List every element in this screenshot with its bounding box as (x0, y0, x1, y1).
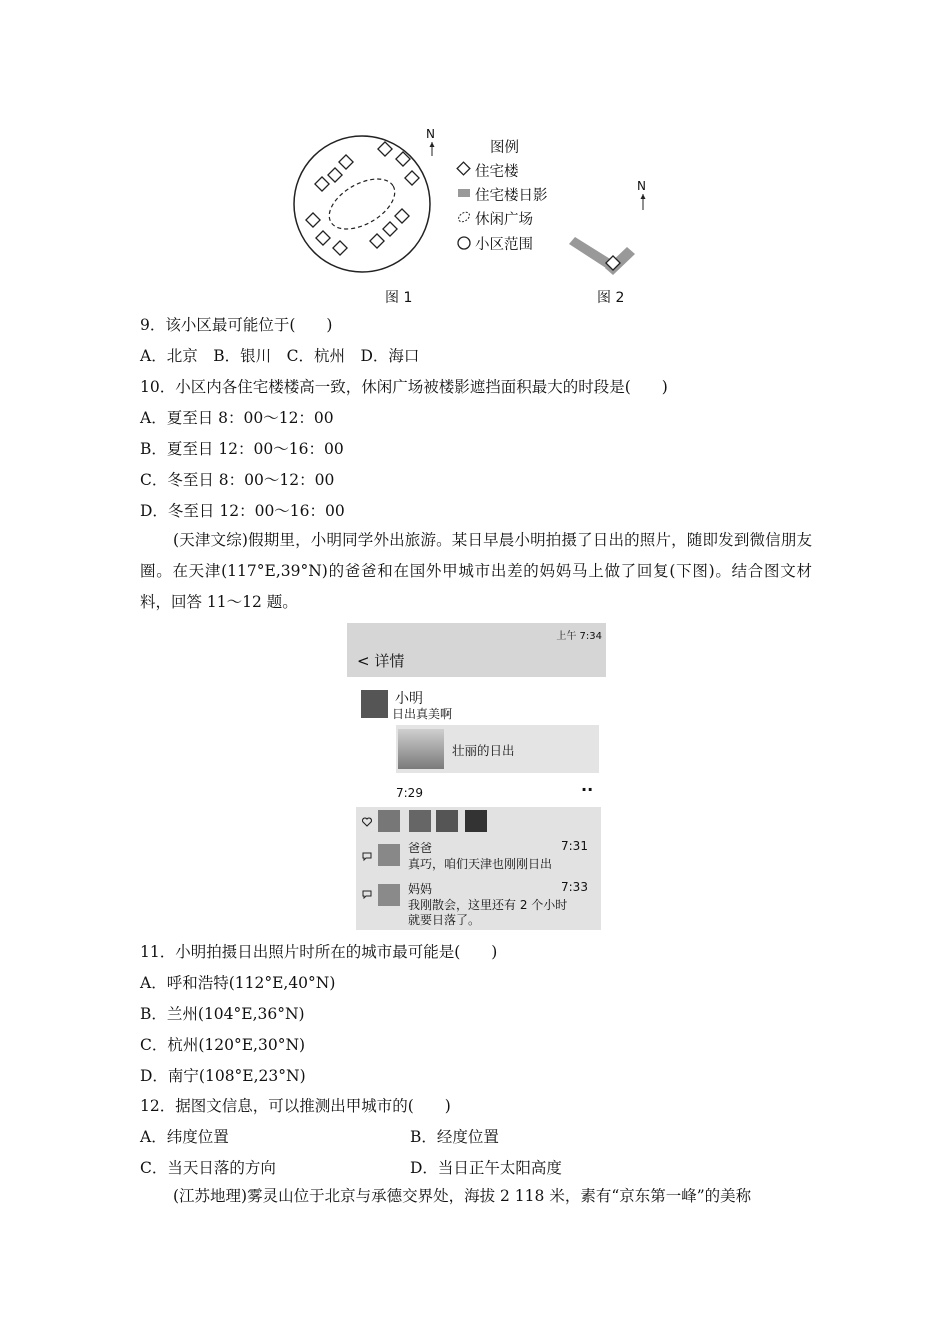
avatar-dad (378, 844, 400, 866)
like-avatar-1 (378, 810, 400, 832)
comment-mom-name: 妈妈 (408, 882, 433, 896)
heart-icon (362, 817, 372, 827)
comment-mom-text: 我刚散会，这里还有 2 个小时 (408, 898, 568, 912)
avatar-xiaoming (361, 690, 388, 718)
comment-dad-name: 爸爸 (408, 841, 433, 855)
passage-jiangsu: (江苏地理)雾灵山位于北京与承德交界处，海拔 2 118 米，素有“京东第一峰”的美称 (173, 1187, 752, 1205)
avatar-mom (378, 884, 400, 906)
q12-stem: 12．据图文信息，可以推测出甲城市的( ) (140, 1097, 451, 1115)
comment-icon (362, 852, 372, 861)
legend-boundary: 小区范围 (475, 237, 533, 253)
north-arrow-2-icon (639, 193, 647, 211)
q11-option-c: C．杭州(120°E,30°N) (140, 1036, 306, 1054)
q11-stem: 11．小明拍摄日出照片时所在的城市最可能是( ) (140, 943, 498, 961)
back-chevron-icon[interactable]: < (357, 652, 370, 670)
figure-2-shadow-diagram (565, 232, 645, 282)
q12-option-d: D．当日正午太阳高度 (410, 1159, 562, 1177)
status-bar-time: 上午 7:34 (556, 631, 602, 642)
q9-stem: 9．该小区最可能位于( ) (140, 316, 333, 334)
comment-dad-time: 7:31 (561, 839, 588, 853)
community-boundary (294, 136, 430, 272)
figure-1-map (290, 118, 440, 278)
q11-option-d: D．南宁(108°E,23°N) (140, 1067, 306, 1085)
poster-name: 小明 (395, 691, 423, 707)
comment-panel (356, 807, 601, 930)
legend-square: 休闲广场 (475, 212, 533, 228)
q10-option-d: D．冬至日 12：00～16：00 (140, 502, 345, 520)
north-label-2: N (637, 179, 646, 193)
diamond-icon (456, 161, 472, 177)
comment-mom-text-2: 就要日落了。 (408, 913, 481, 927)
post-text: 日出真美啊 (392, 707, 453, 721)
legend-residential: 住宅楼 (475, 164, 519, 180)
shadow-swatch-icon (456, 187, 472, 199)
circle-icon (456, 235, 472, 251)
detail-title (357, 650, 404, 671)
passage-tianjin: (天津文综)假期里，小明同学外出旅游。某日早晨小明拍摄了日出的照片，随即发到微信朋友圈。在天津(117°E,39°N)的爸爸和在国外甲城市出差的妈妈马上做了回复(下图)。结合图文材料，回答 11～12 题。 (140, 531, 812, 611)
figure-1-caption: 图 1 (385, 290, 413, 306)
legend-title: 图例 (490, 140, 519, 156)
phone-header (347, 623, 606, 677)
residential-buildings (306, 142, 419, 255)
q12-option-c: C．当天日落的方向 (140, 1159, 276, 1177)
like-avatar-4 (465, 810, 487, 832)
q10-option-b: B．夏至日 12：00～16：00 (140, 440, 344, 458)
q9-options: A．北京 B．银川 C．杭州 D．海口 (140, 347, 420, 365)
q11-option-b: B．兰州(104°E,36°N) (140, 1005, 305, 1023)
q12-option-a: A．纬度位置 (140, 1128, 229, 1146)
sunrise-thumbnail (398, 729, 444, 769)
north-arrow-1-icon (428, 141, 436, 157)
q11-option-a: A．呼和浩特(112°E,40°N) (140, 974, 336, 992)
q10-stem: 10．小区内各住宅楼楼高一致，休闲广场被楼影遮挡面积最大的时段是( ) (140, 378, 668, 396)
north-label-1: N (426, 127, 435, 141)
shared-link-card[interactable] (396, 725, 599, 773)
comment-icon (362, 890, 372, 899)
legend-shadow: 住宅楼日影 (475, 188, 548, 204)
comment-mom-time: 7:33 (561, 880, 588, 894)
q10-option-c: C．冬至日 8：00～12：00 (140, 471, 335, 489)
shared-link-title: 壮丽的日出 (452, 743, 515, 758)
more-menu-icon[interactable]: ·· (581, 780, 594, 799)
dashed-ellipse-icon (456, 210, 472, 224)
like-avatar-3 (436, 810, 458, 832)
like-avatar-2 (409, 810, 431, 832)
comment-dad-text: 真巧，咱们天津也刚刚日出 (408, 857, 553, 871)
post-time: 7:29 (396, 786, 423, 800)
detail-title-text: 详情 (374, 652, 405, 670)
figure-2-caption: 图 2 (597, 290, 625, 306)
q10-option-a: A．夏至日 8：00～12：00 (140, 409, 334, 427)
q12-option-b: B．经度位置 (410, 1128, 499, 1146)
